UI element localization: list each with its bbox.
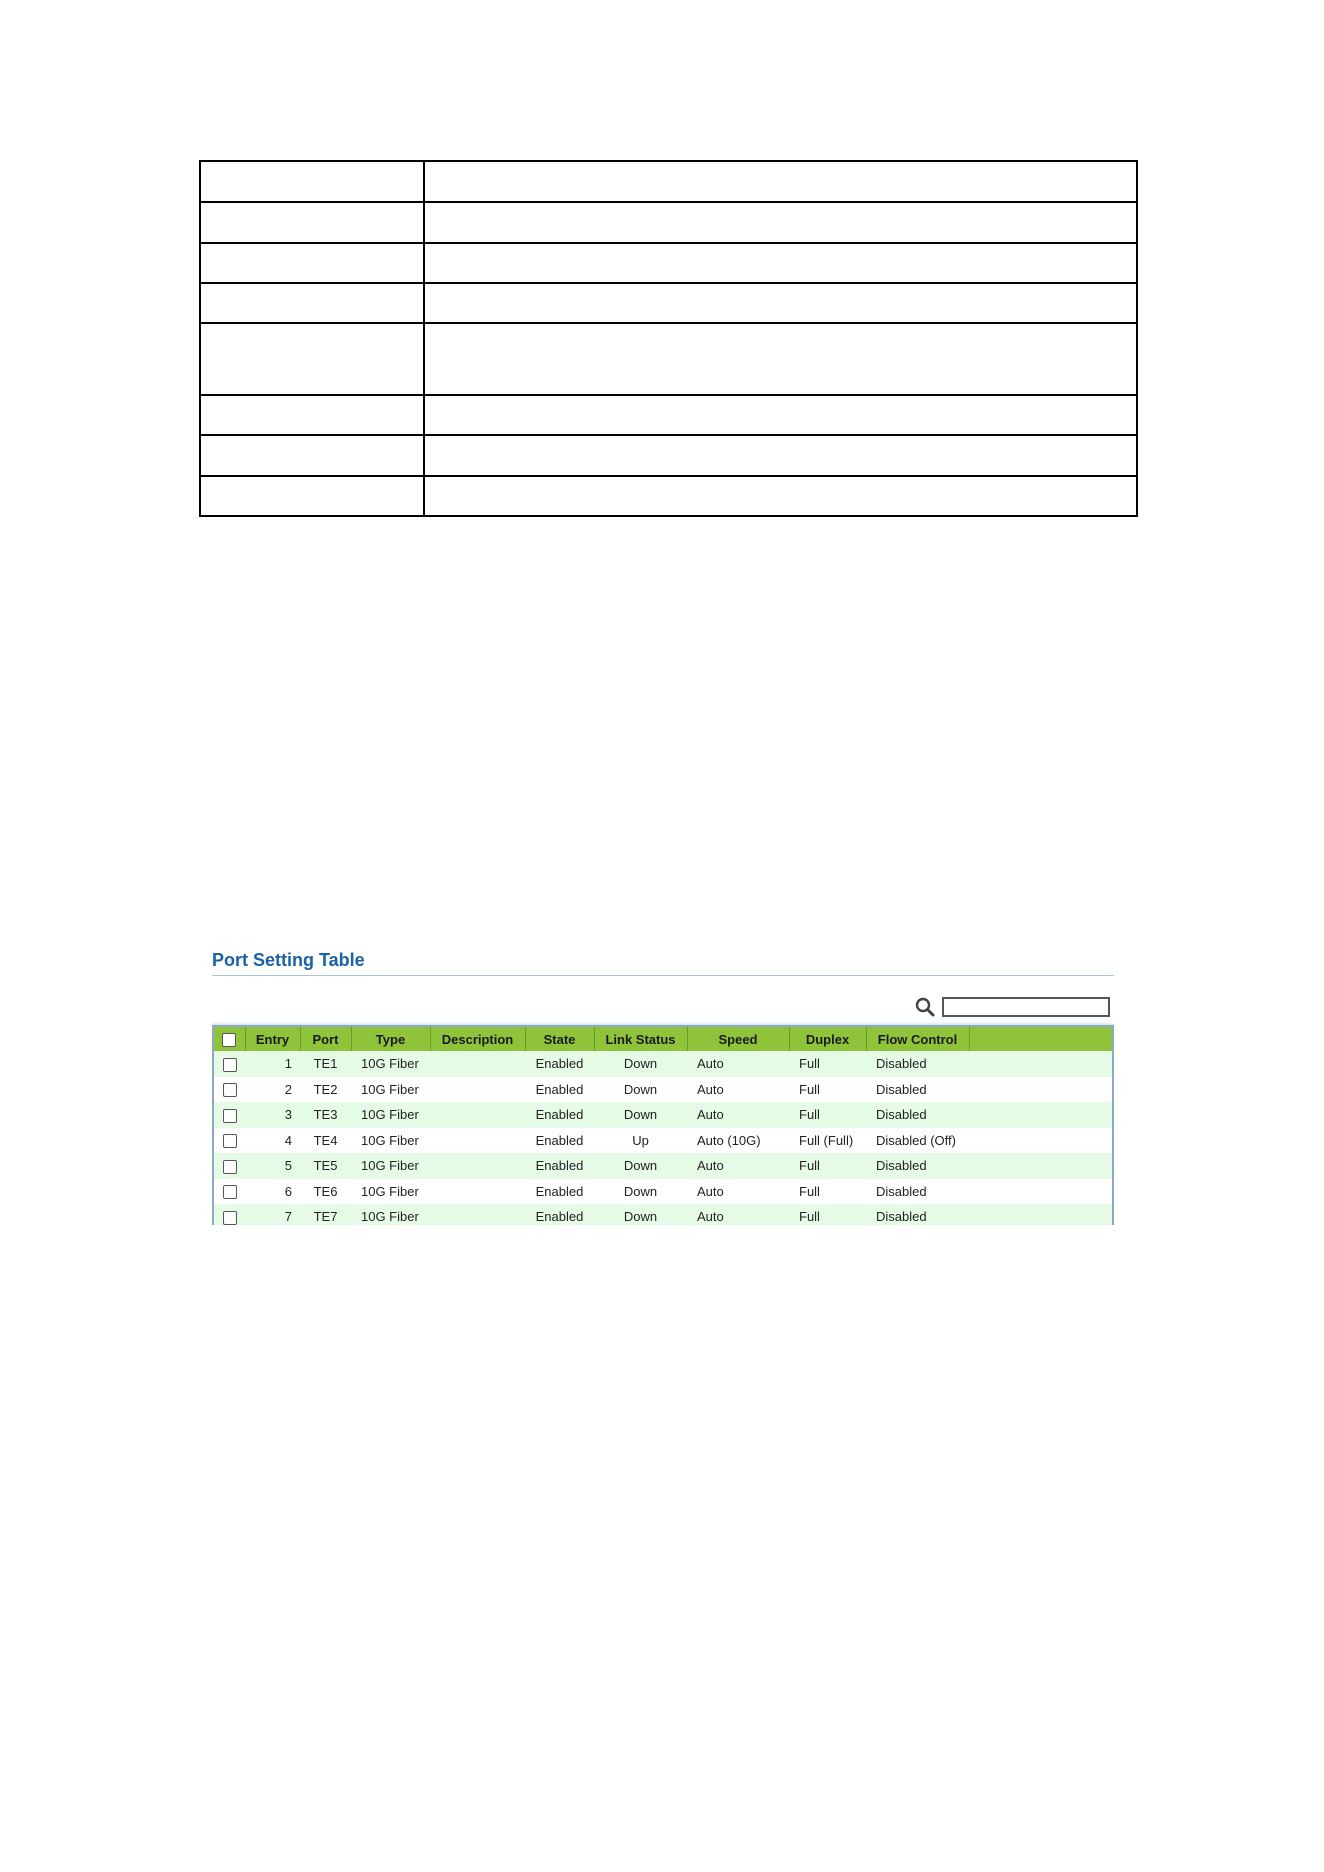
cell-state: Enabled [525,1179,594,1205]
cell-flow-control: Disabled (Off) [866,1128,969,1154]
cell-link-status: Down [594,1077,687,1103]
cell-filler [969,1204,1112,1225]
table-header-row [214,1027,1112,1051]
cell-speed: Auto [687,1153,789,1179]
doc-table-cell [424,395,1137,435]
table-row[interactable] [214,1077,1112,1103]
cell-duplex: Full [789,1179,866,1205]
header-filler [969,1027,1112,1051]
cell-speed: Auto [687,1077,789,1103]
row-checkbox[interactable] [223,1185,237,1199]
cell-port: TE5 [300,1153,351,1179]
cell-speed: Auto (10G) [687,1128,789,1154]
cell-type: 10G Fiber [351,1051,430,1077]
title-divider [212,975,1114,976]
cell-type: 10G Fiber [351,1128,430,1154]
table-row[interactable] [214,1153,1112,1179]
doc-table-cell [424,283,1137,323]
table-row[interactable] [214,1179,1112,1205]
doc-table-row [200,243,1137,283]
port-table [214,1027,1112,1225]
doc-table-row [200,323,1137,395]
cell-port: TE2 [300,1077,351,1103]
row-checkbox[interactable] [223,1058,237,1072]
select-all-checkbox[interactable] [222,1033,236,1047]
cell-entry: 7 [245,1204,300,1225]
header-description[interactable]: Description [430,1027,525,1051]
port-setting-panel [212,940,1114,1225]
row-checkbox-cell[interactable] [214,1077,245,1103]
row-checkbox[interactable] [223,1160,237,1174]
cell-description [430,1077,525,1103]
cell-description [430,1153,525,1179]
cell-entry: 1 [245,1051,300,1077]
cell-state: Enabled [525,1077,594,1103]
doc-table-row [200,161,1137,202]
cell-duplex: Full [789,1102,866,1128]
doc-table-row [200,283,1137,323]
cell-filler [969,1051,1112,1077]
empty-document-table [199,160,1138,517]
cell-description [430,1128,525,1154]
doc-table-row [200,202,1137,243]
cell-flow-control: Disabled [866,1051,969,1077]
row-checkbox[interactable] [223,1083,237,1097]
cell-flow-control: Disabled [866,1179,969,1205]
header-speed[interactable]: Speed [687,1027,789,1051]
header-entry[interactable]: Entry [245,1027,300,1051]
cell-filler [969,1077,1112,1103]
cell-speed: Auto [687,1204,789,1225]
cell-description [430,1179,525,1205]
row-checkbox-cell[interactable] [214,1051,245,1077]
header-state[interactable]: State [525,1027,594,1051]
row-checkbox[interactable] [223,1211,237,1225]
cell-entry: 2 [245,1077,300,1103]
cell-flow-control: Disabled [866,1102,969,1128]
doc-table-cell [424,202,1137,243]
doc-table-cell [200,283,424,323]
table-row[interactable] [214,1051,1112,1077]
doc-table-cell [200,202,424,243]
cell-type: 10G Fiber [351,1153,430,1179]
cell-duplex: Full (Full) [789,1128,866,1154]
cell-type: 10G Fiber [351,1204,430,1225]
cell-description [430,1051,525,1077]
cell-link-status: Down [594,1102,687,1128]
cell-link-status: Down [594,1204,687,1225]
cell-port: TE3 [300,1102,351,1128]
cell-type: 10G Fiber [351,1102,430,1128]
cell-speed: Auto [687,1051,789,1077]
cell-link-status: Down [594,1051,687,1077]
header-duplex[interactable]: Duplex [789,1027,866,1051]
cell-port: TE1 [300,1051,351,1077]
table-row[interactable] [214,1102,1112,1128]
doc-table-row [200,476,1137,516]
cell-duplex: Full [789,1077,866,1103]
row-checkbox[interactable] [223,1109,237,1123]
cell-description [430,1102,525,1128]
cell-link-status: Up [594,1128,687,1154]
port-table-frame [212,1025,1114,1225]
table-row[interactable] [214,1128,1112,1154]
cell-speed: Auto [687,1179,789,1205]
row-checkbox-cell[interactable] [214,1179,245,1205]
row-checkbox-cell[interactable] [214,1153,245,1179]
row-checkbox-cell[interactable] [214,1102,245,1128]
doc-table-cell [424,243,1137,283]
cell-type: 10G Fiber [351,1077,430,1103]
doc-table-cell [200,476,424,516]
cell-duplex: Full [789,1153,866,1179]
cell-duplex: Full [789,1051,866,1077]
cell-state: Enabled [525,1204,594,1225]
doc-table-cell [424,323,1137,395]
doc-table-cell [200,435,424,476]
row-checkbox-cell[interactable] [214,1204,245,1225]
header-flow-control[interactable]: Flow Control [866,1027,969,1051]
cell-port: TE6 [300,1179,351,1205]
cell-entry: 6 [245,1179,300,1205]
header-select-all[interactable] [214,1027,245,1051]
panel-title: Port Setting Table [212,950,365,970]
cell-state: Enabled [525,1153,594,1179]
search-input[interactable] [942,997,1110,1017]
cell-type: 10G Fiber [351,1179,430,1205]
search-icon[interactable] [915,997,935,1017]
cell-port: TE4 [300,1128,351,1154]
cell-flow-control: Disabled [866,1077,969,1103]
doc-table-cell [200,243,424,283]
cell-description [430,1204,525,1225]
row-checkbox-cell[interactable] [214,1128,245,1154]
cell-filler [969,1102,1112,1128]
cell-state: Enabled [525,1102,594,1128]
cell-flow-control: Disabled [866,1204,969,1225]
doc-table-row [200,395,1137,435]
doc-table-cell [200,161,424,202]
cell-speed: Auto [687,1102,789,1128]
cell-filler [969,1179,1112,1205]
cell-state: Enabled [525,1051,594,1077]
cell-duplex: Full [789,1204,866,1225]
cell-link-status: Down [594,1179,687,1205]
cell-entry: 4 [245,1128,300,1154]
cell-port: TE7 [300,1204,351,1225]
doc-table-cell [200,323,424,395]
cell-entry: 5 [245,1153,300,1179]
doc-table-cell [424,161,1137,202]
table-row[interactable] [214,1204,1112,1225]
header-port[interactable]: Port [300,1027,351,1051]
doc-table-cell [424,435,1137,476]
doc-table-cell [200,395,424,435]
header-link-status[interactable]: Link Status [594,1027,687,1051]
cell-filler [969,1153,1112,1179]
header-type[interactable]: Type [351,1027,430,1051]
cell-link-status: Down [594,1153,687,1179]
doc-table-row [200,435,1137,476]
doc-table-cell [424,476,1137,516]
row-checkbox[interactable] [223,1134,237,1148]
cell-entry: 3 [245,1102,300,1128]
cell-filler [969,1128,1112,1154]
cell-state: Enabled [525,1128,594,1154]
cell-flow-control: Disabled [866,1153,969,1179]
